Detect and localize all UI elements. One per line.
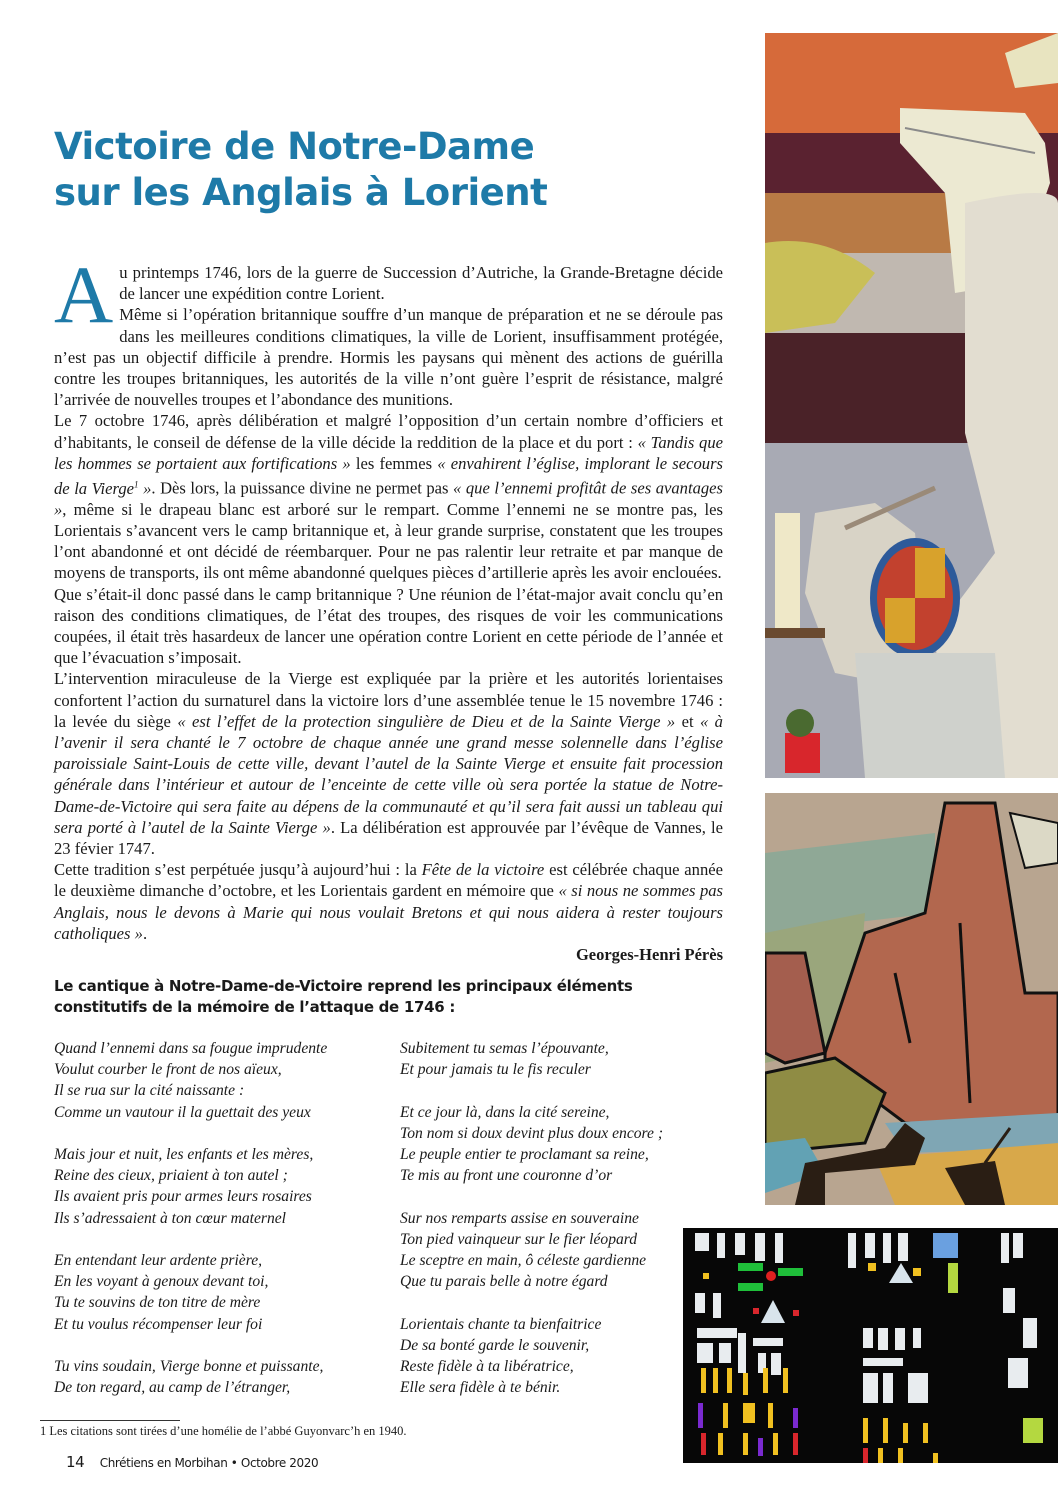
footnote-divider — [40, 1420, 180, 1421]
poem-line: Lorientais chante ta bienfaitrice — [400, 1315, 602, 1333]
page-number: 14 — [66, 1453, 85, 1471]
poem-line: Quand l’ennemi dans sa fougue imprudente — [54, 1040, 328, 1057]
poem-line: Sur nos remparts assise en souveraine — [400, 1209, 639, 1227]
poem-line: De sa bonté garde le souvenir, — [400, 1336, 590, 1354]
poem-line: En les voyant à genoux devant toi, — [54, 1273, 269, 1291]
painting-photo — [765, 793, 1058, 1205]
poem-stanza — [400, 1208, 690, 1293]
poem-line: Le sceptre en main, ô céleste gardienne — [400, 1252, 647, 1269]
poem-line: Elle sera fidèle à te bénir. — [400, 1379, 561, 1397]
poem-line: Tu te souvins de ton titre de mère — [54, 1294, 261, 1312]
poem-line: Comme un vautour il la guettait des yeux — [54, 1103, 311, 1121]
article-title — [54, 124, 614, 216]
poem-line: Ils s’adressaient à ton cœur maternel — [54, 1209, 287, 1227]
poem-line: Ton pied vainqueur sur le fier léopard — [400, 1230, 638, 1248]
publication-name: Chrétiens en Morbihan • Octobre 2020 — [99, 1456, 319, 1470]
poem-line: Que tu parais belle à notre égard — [400, 1273, 608, 1291]
poem-stanza — [400, 1314, 690, 1399]
author-signature: Georges-Henri Pérès — [575, 945, 723, 964]
poem-line: Reine des cieux, priaient à ton autel ; — [54, 1167, 288, 1185]
poem-column-right — [400, 1038, 690, 1398]
poem-line: De ton regard, au camp de l’étranger, — [54, 1379, 291, 1397]
paragraph-4: Que s’était-il donc passé dans le camp britannique ? Une réunion de l’état-major avait conclu qu’en raison des conditions climatiques, de l’état des troupes, des risques de voir les communications coupées, il était très hasardeux de lancer une opération contre Lorient en cette période de l’année et que l’évacuation s’imposait. — [54, 584, 723, 668]
poem-line: Et pour jamais tu le fis reculer — [400, 1061, 591, 1079]
page-footer — [66, 1453, 318, 1471]
poem-line: En entendant leur ardente prière, — [54, 1252, 263, 1269]
poem-line: Et tu voulus récompenser leur foi — [54, 1315, 263, 1333]
title-line-1: Victoire de Notre-Dame — [54, 125, 535, 168]
poem-line: Voulut courber le front de nos aïeux, — [54, 1061, 282, 1079]
footnote-ref: 1 — [134, 479, 139, 490]
paragraph-3: Le 7 octobre 1746, après délibération et malgré l’opposition d’un certain nombre d’officiers et d’habitants, le conseil de défense de la ville décide la reddition de la place et du port : « Tandis que les hommes se portaient aux fortifications » les femmes « envahirent l’église, implorant le secours de la Vierge$^1$ ». Dès lors, la puissance divine ne permet pas « que l’ennemi profitât de ses avantages », même si le drapeau blanc est arboré sur le rempart. Comme l’ennemi ne se montre pas, les Lorientais s’avancent vers le camp britannique et, à leur grande surprise, constatent que les troupes l’ont abandonné et ont décidé de réembarquer. Pour ne pas ralentir leur retraite et par manque de moyens de transports, ils ont même abandonné quelques pièces d’artillerie après les avoir enclouées. — [54, 411, 723, 583]
poem-stanza — [54, 1038, 384, 1123]
paragraph-6: Cette tradition s’est perpétuée jusqu’à aujourd’hui : la Fête de la victoire est célébrée chaque année le deuxième dimanche d’octobre, et les Lorientais gardent en mémoire que « si nous ne sommes pas Anglais, nous le devons à Marie qui nous voulait Bretons et qui nous aidera à rester toujours catholiques ». — [54, 860, 723, 943]
poem-stanza — [400, 1102, 690, 1187]
poem-line: Il se rua sur la cité naissante : — [54, 1082, 245, 1100]
poem-line: Ton nom si doux devint plus doux encore ; — [400, 1124, 664, 1142]
poem-stanza — [54, 1250, 384, 1335]
drop-cap: A — [54, 249, 114, 340]
poem-stanza — [54, 1356, 384, 1398]
paragraph-2: Même si l’opération britannique souffre d’un manque de préparation et ne se déroule pas dans les meilleures conditions climatiques, la ville de Lorient, insuffisamment protégée, n’est pas un objectif difficile à prendre. Hormis les paysans qui mènent des actions de guérilla contre les troupes britanniques, les autorités de la ville n’ont guère l’esprit de résistance, malgré l’arrivée de nouvelles troupes et l’abondance des munitions. — [54, 305, 723, 410]
poem-line: Subitement tu semas l’épouvante, — [400, 1040, 609, 1057]
poem-line: Le peuple entier te proclamant sa reine, — [400, 1146, 649, 1163]
statue-photo — [765, 33, 1058, 778]
footnote: 1 Les citations sont tirées d’une homélie de l’abbé Guyonvarc’h en 1940. — [40, 1424, 407, 1438]
poem-stanza — [400, 1038, 690, 1080]
poem-stanza — [54, 1144, 384, 1229]
poem-line: Reste fidèle à ta libératrice, — [400, 1358, 574, 1375]
poem-line: Ils avaient pris pour armes leurs rosaires — [54, 1188, 312, 1206]
title-line-2: sur les Anglais à Lorient — [54, 171, 548, 214]
poem-line: Tu vins soudain, Vierge bonne et puissante, — [54, 1358, 324, 1375]
paragraph-5: L’intervention miraculeuse de la Vierge est expliquée par la prière et les autorités lorientaises confortent l’action du surnaturel dans la victoire lors d’une assemblée tenue le 15 novembre 1746 : la levée du siège « est l’effet de la protection singulière de Dieu et de la Sainte Vierge » et « à l’avenir il sera chanté le 7 octobre de chaque année une grand messe solennelle dans l’église paroissiale Saint-Louis de cette ville, devant l’autel de la Sainte Vierge et ensuite fait procession générale dans l’intérieur et autour de l’enceinte de cette ville où sera portée la statue de Notre-Dame-de-Victoire qui sera faite au dépens de la communauté et qu’il sera fait aussi un tableau qui sera porté à l’autel de la Sainte Vierge ». La délibération est approuvée par l’évêque de Vannes, le 23 févier 1747. — [54, 669, 723, 859]
poem-line: Mais jour et nuit, les enfants et les mères, — [54, 1146, 314, 1163]
cantique-intro: Le cantique à Notre-Dame-de-Victoire reprend les principaux éléments constitutifs de la mémoire de l’attaque de 1746 : — [54, 977, 633, 1016]
poem-line: Te mis au front une couronne d’or — [400, 1167, 613, 1185]
article-body — [54, 249, 723, 944]
poem-line: Et ce jour là, dans la cité sereine, — [400, 1103, 610, 1121]
stained-glass-photo — [683, 1228, 1058, 1463]
paragraph-1: Au printemps 1746, lors de la guerre de Succession d’Autriche, la Grande-Bretagne décide de lancer une expédition contre Lorient. — [54, 249, 723, 340]
poem-column-left — [54, 1038, 384, 1398]
